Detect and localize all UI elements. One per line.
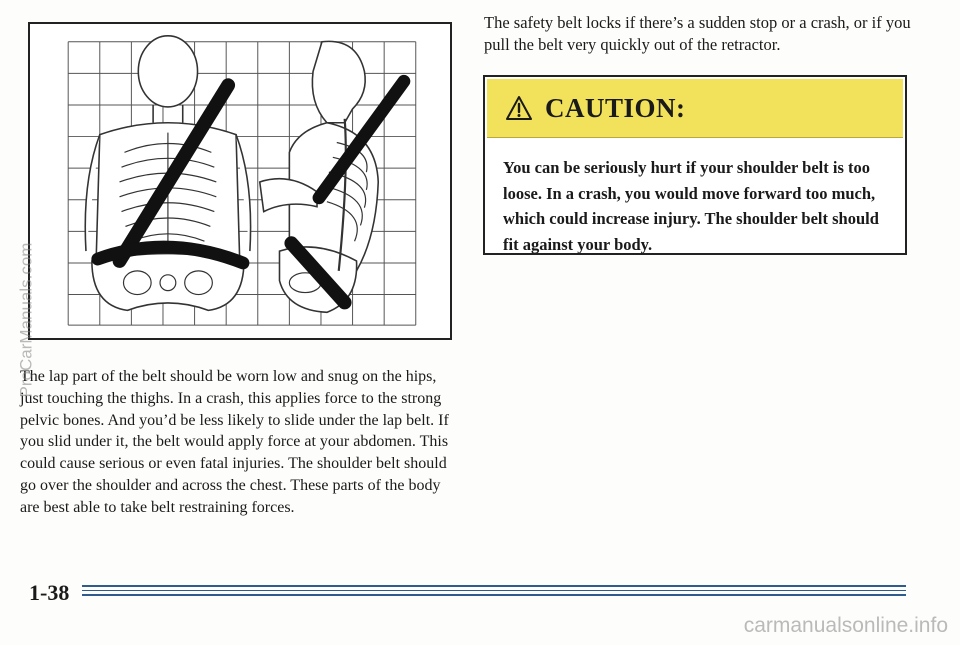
caution-header xyxy=(487,79,903,138)
seat-belt-figure xyxy=(28,22,452,340)
watermark-bottom: carmanualsonline.info xyxy=(743,614,948,637)
watermark-left-text: ProCarManuals.com xyxy=(16,242,36,398)
footer-rule xyxy=(82,594,906,596)
caution-text: You can be seriously hurt if your shoulder belt is too loose. In a crash, you would move forward too much, which could increase injury. The shoulder belt should fit against your body. xyxy=(503,158,879,254)
belt-lock-paragraph: The safety belt locks if there’s a sudden stop or a crash, or if you pull the belt very quickly out of the retractor. xyxy=(484,13,911,54)
footer-rule xyxy=(82,585,906,587)
skeleton-illustration xyxy=(30,24,450,338)
watermark-left xyxy=(14,200,38,440)
lap-belt-paragraph: The lap part of the belt should be worn low and snug on the hips, just touching the thighs. In a crash, this applies force to the strong pelvic bones. And you’d be less likely to slide under the lap belt. If you slid under it, the belt would apply force at your abdomen. This could cause serious or even fatal injuries. The shoulder belt should go over the shoulder and across the chest. These parts of the body are best able to take belt restraining forces. xyxy=(20,368,449,516)
footer-rule xyxy=(82,590,906,591)
page-number: 1-38 xyxy=(29,580,70,605)
caution-box xyxy=(483,75,907,255)
caution-title: CAUTION: xyxy=(545,92,686,123)
warning-triangle-icon xyxy=(505,95,533,121)
